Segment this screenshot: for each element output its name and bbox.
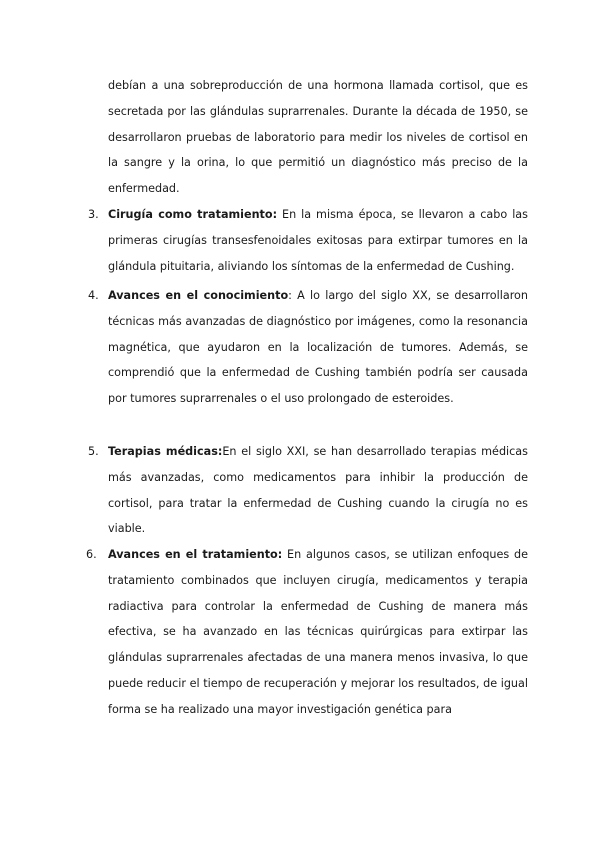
list-item-5 [88,439,528,542]
list-item-text: En algunos casos, se utilizan enfoques de tratamiento combinados que incluyen cirugía, medicamentos y terapia radiactiva para controlar la enfermedad de Cushing de manera más efectiva, se ha avanzado en las técnicas quirúrgicas para extirpar las glándulas suprarrenales afectadas de una manera menos invasiva, lo que puede reducir el tiempo de recuperación y mejorar los resultados, de igual forma se ha realizado una mayor investigación genética para [108,548,529,716]
list-item-text: En el siglo XXI, se han desarrollado terapias médicas más avanzadas, como medicamentos para inhibir la producción de cortisol, para tratar la enfermedad de Cushing cuando la cirugía no es viable. [108,445,528,536]
list-item-3 [88,202,528,279]
list-item-heading: Avances en el tratamiento: [108,548,283,561]
list-item-text: : A lo largo del siglo XX, se desarrollaron técnicas más avanzadas de diagnóstico por imágenes, como la resonancia magnética, que ayudaron en la localización de tumores. Además, se comprendió que la enfermedad de Cushing también podría ser causada por tumores suprarrenales o el uso prolongado de esteroides. [108,289,528,406]
list-number: 5. [88,445,99,458]
list-number: 4. [88,289,99,302]
list-item-heading: Cirugía como tratamiento: [108,208,278,221]
list-number: 6. [86,548,97,561]
list-item-text: En la misma época, se llevaron a cabo las primeras cirugías transesfenoidales exitosas para extirpar tumores en la glándula pituitaria, aliviando los síntomas de la enfermedad de Cushing. [108,208,528,273]
list-number: 3. [88,208,99,221]
list-item-heading: Avances en el conocimiento [108,289,289,302]
continuation-paragraph: debían a una sobreproducción de una hormona llamada cortisol, que es secretada por las glándulas suprarrenales. Durante la década de 1950, se desarrollaron pruebas de laboratorio para medir los niveles de cortisol en la sangre y la orina, lo que permitió un diagnóstico más preciso de la enfermedad. [108,79,528,196]
list-item-6 [86,542,529,723]
list-item-heading: Terapias médicas: [108,445,223,458]
list-item-4 [88,283,528,412]
